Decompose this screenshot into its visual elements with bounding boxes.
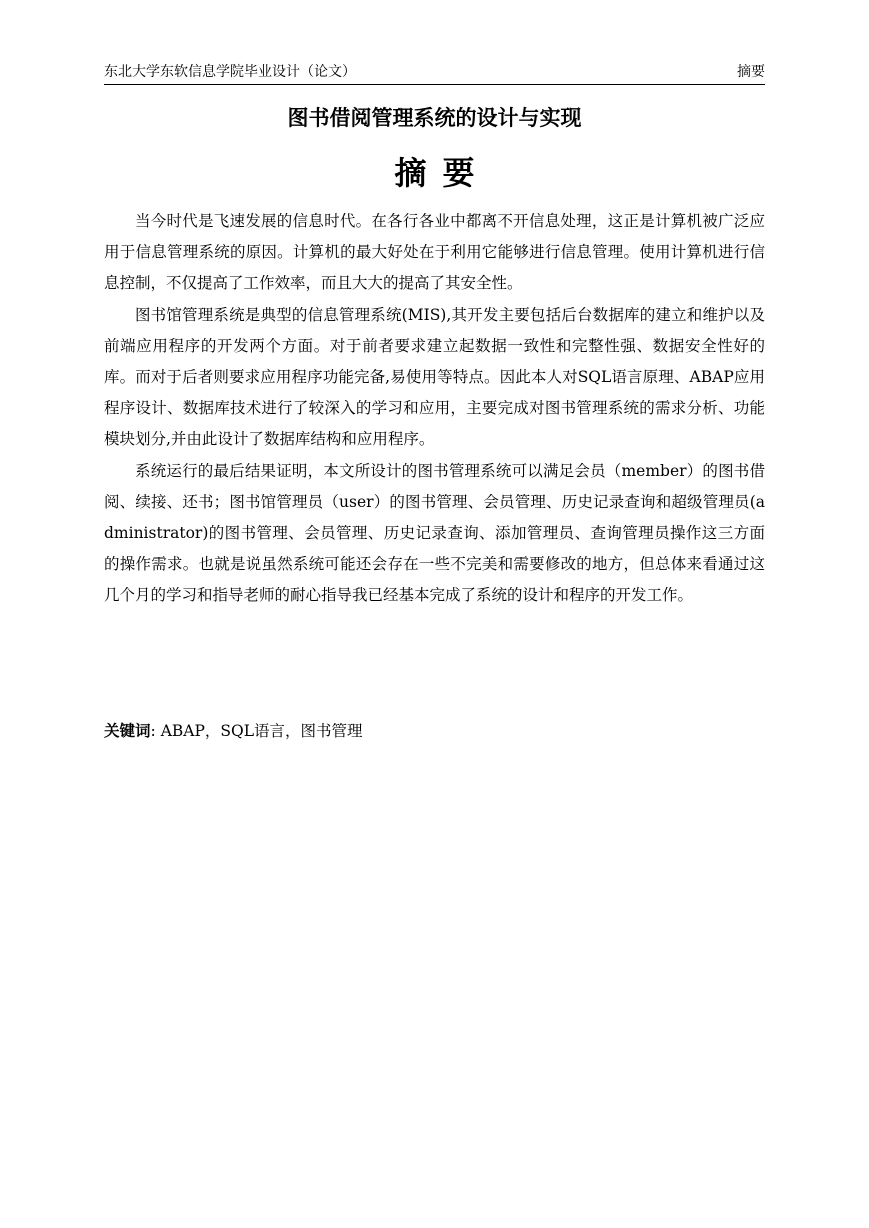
keywords-value: ABAP，SQL语言，图书管理 — [160, 722, 363, 740]
running-header — [104, 62, 765, 85]
abstract-heading: 摘要 — [394, 154, 491, 192]
keywords-separator: : — [150, 722, 156, 740]
header-institution: 东北大学东软信息学院毕业设计（论文） — [104, 64, 356, 80]
abstract-paragraph-1: 当今时代是飞速发展的信息时代。在各行各业中都离不开信息处理，这正是计算机被广泛应用于信息管理系统的原因。计算机的最大好处在于利用它能够进行信息管理。使用计算机进行信息控制，不仅提高了工作效率，而且大大的提高了其安全性。 — [104, 212, 765, 293]
keywords-label: 关键词 — [104, 722, 151, 740]
keywords-line — [104, 716, 765, 747]
abstract-paragraph-2: 图书馆管理系统是典型的信息管理系统(MIS),其开发主要包括后台数据库的建立和维护以及前端应用程序的开发两个方面。对于前者要求建立起数据一致性和完整性强、数据安全性好的库。而对于后者则要求应用程序功能完备,易使用等特点。因此本人对SQL语言原理、ABAP应用程序设计、数据库技术进行了较深入的学习和应用，主要完成对图书管理系统的需求分析、功能模块划分,并由此设计了数据库结构和应用程序。 — [104, 305, 765, 449]
abstract-body — [104, 206, 765, 612]
abstract-paragraph-3: 系统运行的最后结果证明，本文所设计的图书管理系统可以满足会员（member）的图书借阅、续接、还书；图书馆管理员（user）的图书管理、会员管理、历史记录查询和超级管理员(administrator)的图书管理、会员管理、历史记录查询、添加管理员、查询管理员操作这三方面的操作需求。也就是说虽然系统可能还会存在一些不完美和需要修改的地方，但总体来看通过这几个月的学习和指导老师的耐心指导我已经基本完成了系统的设计和程序的开发工作。 — [104, 461, 765, 605]
header-section: 摘要 — [737, 64, 765, 80]
document-title: 图书借阅管理系统的设计与实现 — [287, 106, 582, 130]
